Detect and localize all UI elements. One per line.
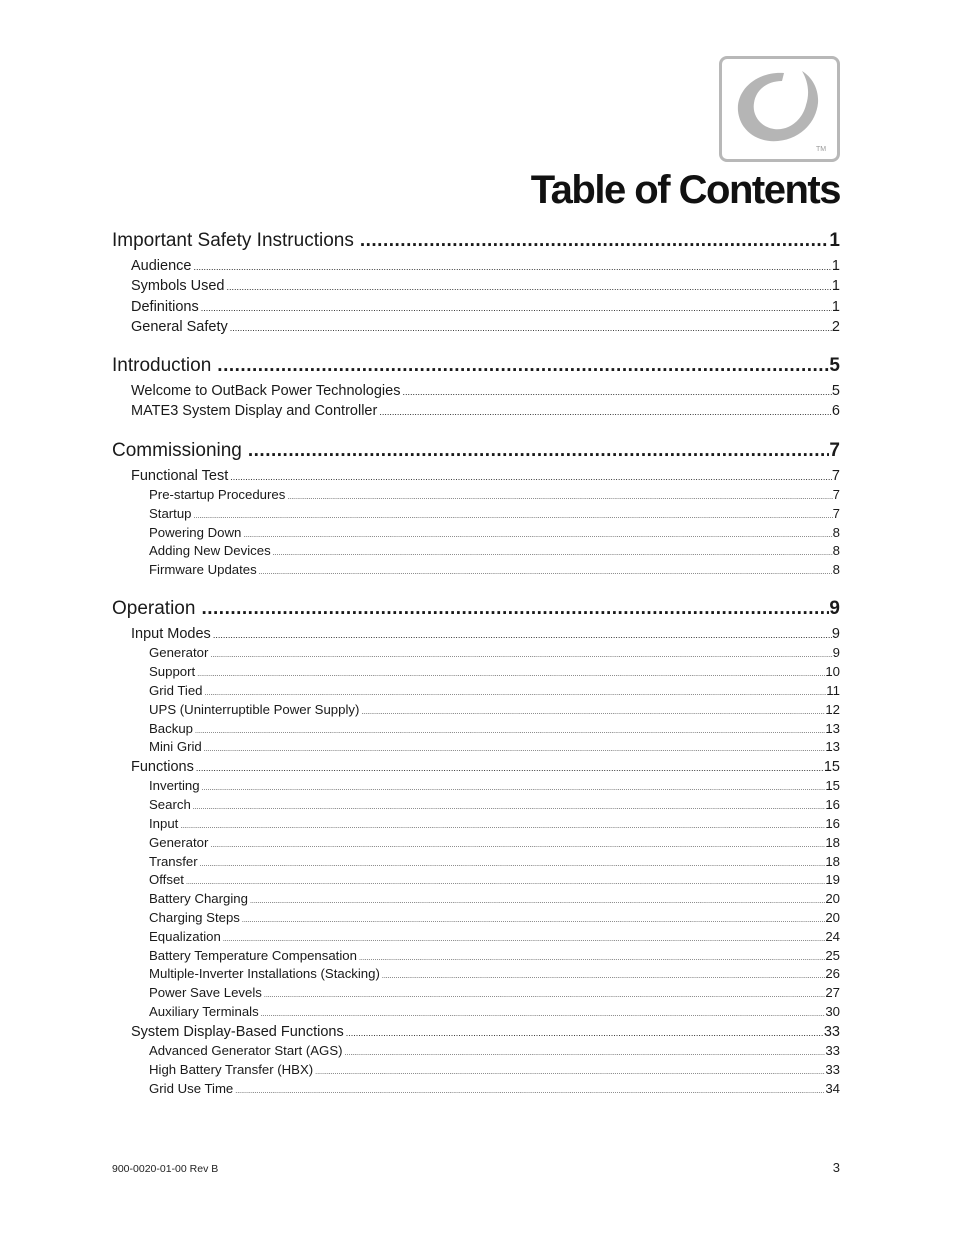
- dot-leader: [191, 799, 826, 815]
- toc-entry-page: 16: [825, 816, 840, 832]
- toc-entry-page: 33: [825, 1061, 840, 1077]
- dot-leader: [178, 818, 825, 834]
- toc-subsection-entry[interactable]: [112, 1061, 840, 1080]
- toc-entry-page: 30: [825, 1004, 840, 1019]
- toc-entry-page: 15: [823, 759, 840, 776]
- toc-subsection-entry[interactable]: [112, 777, 840, 796]
- toc-entry-title: Important Safety Instructions: [112, 230, 354, 251]
- toc-subsection-entry[interactable]: [112, 909, 840, 928]
- toc-entry-title: Input Modes: [131, 626, 211, 643]
- dot-leader: [208, 647, 832, 663]
- toc-entry-page: 24: [825, 928, 840, 944]
- toc-entry-page: 33: [825, 1043, 840, 1059]
- dot-leader: [285, 489, 832, 505]
- section-gap: [112, 337, 840, 345]
- toc-entry-page: 20: [825, 891, 840, 907]
- dot-leader: [233, 1083, 825, 1099]
- toc-subsection-entry[interactable]: [112, 1003, 840, 1022]
- table-of-contents: [112, 226, 840, 1098]
- dot-leader: [228, 467, 832, 486]
- dot-leader: [221, 931, 825, 947]
- trademark-mark: TM: [816, 146, 827, 153]
- toc-entry-page: 27: [825, 985, 840, 1001]
- dot-leader: [184, 874, 825, 890]
- toc-entry-title: Generator: [149, 834, 209, 850]
- toc-entry-page: 15: [825, 778, 840, 794]
- section-gap: [112, 422, 840, 430]
- dot-leader: [343, 1045, 826, 1061]
- toc-entry-title: Advanced Generator Start (AGS): [149, 1043, 343, 1059]
- toc-entry-title: Powering Down: [149, 524, 242, 540]
- dot-leader: [208, 837, 825, 853]
- toc-entry-page: 1: [831, 258, 840, 274]
- dot-leader: [380, 968, 825, 984]
- company-logo: [719, 56, 840, 162]
- toc-entry-page: 33: [823, 1023, 840, 1040]
- toc-entry-page: 8: [832, 543, 840, 559]
- toc-subsection-entry[interactable]: [112, 505, 840, 524]
- toc-entry-page: 7: [829, 439, 840, 461]
- toc-chapter-entry[interactable]: [112, 594, 840, 624]
- dot-leader: [400, 382, 831, 401]
- dot-leader: [211, 625, 832, 644]
- toc-entry-page: 2: [831, 318, 840, 335]
- toc-entry-page: 5: [831, 383, 840, 400]
- toc-subsection-entry[interactable]: [112, 853, 840, 872]
- dot-leader: [211, 351, 829, 381]
- dot-leader: [202, 741, 826, 757]
- dot-leader: [241, 527, 832, 543]
- toc-section-entry[interactable]: [112, 256, 840, 276]
- toc-entry-page: 10: [825, 664, 840, 680]
- toc-entry-title: Introduction: [112, 355, 212, 377]
- toc-section-entry[interactable]: [112, 624, 840, 644]
- toc-entry-title: High Battery Transfer (HBX): [149, 1061, 314, 1077]
- toc-entry-title: Offset: [149, 872, 184, 888]
- toc-entry-title: General Safety: [131, 318, 228, 335]
- toc-entry-title: Startup: [149, 505, 192, 521]
- toc-entry-title: Generator: [149, 645, 209, 661]
- toc-entry-title: Definitions: [131, 298, 199, 315]
- toc-entry-title: Firmware Updates: [149, 562, 257, 578]
- toc-entry-title: Audience: [131, 258, 192, 274]
- toc-entry-page: 18: [825, 834, 840, 850]
- toc-section-entry[interactable]: [112, 466, 840, 486]
- toc-subsection-entry[interactable]: [112, 947, 840, 966]
- dot-leader: [271, 545, 833, 561]
- toc-subsection-entry[interactable]: [112, 738, 840, 757]
- dot-leader: [259, 1006, 826, 1022]
- page-number: 3: [832, 1160, 840, 1175]
- toc-entry-title: Mini Grid: [149, 739, 202, 755]
- toc-section-entry[interactable]: [112, 757, 840, 777]
- toc-entry-title: Power Save Levels: [149, 985, 262, 1001]
- toc-entry-title: Search: [149, 797, 191, 813]
- toc-subsection-entry[interactable]: [112, 815, 840, 834]
- toc-subsection-entry[interactable]: [112, 663, 840, 682]
- toc-entry-title: Functional Test: [131, 467, 229, 484]
- dot-leader: [199, 298, 832, 317]
- dot-leader: [313, 1064, 825, 1080]
- dot-leader: [193, 723, 825, 739]
- toc-subsection-entry[interactable]: [112, 834, 840, 853]
- toc-entry-page: 13: [825, 720, 840, 736]
- toc-entry-title: Equalization: [149, 928, 221, 944]
- toc-entry-title: Commissioning: [112, 439, 242, 461]
- dot-leader: [240, 912, 825, 928]
- toc-entry-page: 8: [832, 562, 840, 578]
- toc-subsection-entry[interactable]: [112, 486, 840, 505]
- toc-subsection-entry[interactable]: [112, 796, 840, 815]
- toc-entry-page: 20: [825, 910, 840, 926]
- toc-subsection-entry[interactable]: [112, 561, 840, 580]
- toc-entry-page: 8: [832, 524, 840, 540]
- toc-section-entry[interactable]: [112, 381, 840, 401]
- dot-leader: [344, 1023, 824, 1042]
- toc-entry-page: 7: [832, 505, 840, 521]
- toc-entry-page: 12: [825, 701, 840, 717]
- dot-leader: [228, 318, 832, 337]
- toc-entry-page: 34: [825, 1080, 840, 1096]
- toc-subsection-entry[interactable]: [112, 928, 840, 947]
- toc-entry-title: Support: [149, 664, 196, 680]
- toc-entry-title: Operation: [112, 598, 196, 620]
- toc-entry-page: 11: [826, 682, 840, 698]
- toc-entry-title: Functions: [131, 759, 194, 776]
- dot-leader: [194, 758, 824, 777]
- toc-section-entry[interactable]: [112, 317, 840, 337]
- toc-chapter-entry[interactable]: [112, 351, 840, 381]
- toc-entry-page: 7: [832, 487, 840, 503]
- dot-leader: [195, 666, 825, 682]
- toc-entry-page: 9: [832, 645, 840, 661]
- toc-entry-title: Inverting: [149, 778, 200, 794]
- dot-leader: [377, 402, 832, 421]
- dot-leader: [198, 856, 826, 872]
- dot-leader: [242, 436, 830, 466]
- document-number: 900-0020-01-00 Rev B: [112, 1163, 219, 1175]
- toc-entry-title: Input: [149, 816, 179, 832]
- toc-entry-page: 6: [831, 403, 840, 420]
- toc-entry-page: 1: [831, 298, 840, 315]
- toc-entry-title: Pre-startup Procedures: [149, 487, 286, 503]
- dot-leader: [195, 594, 829, 624]
- toc-entry-page: 1: [831, 278, 840, 295]
- toc-subsection-entry[interactable]: [112, 542, 840, 561]
- toc-entry-page: 13: [825, 739, 840, 755]
- toc-section-entry[interactable]: [112, 401, 840, 421]
- toc-entry-title: UPS (Uninterruptible Power Supply): [149, 701, 360, 717]
- toc-section-entry[interactable]: [112, 297, 840, 317]
- toc-subsection-entry[interactable]: [112, 701, 840, 720]
- toc-entry-title: Auxiliary Terminals: [149, 1004, 259, 1019]
- toc-section-entry[interactable]: [112, 276, 840, 296]
- toc-entry-title: MATE3 System Display and Controller: [131, 403, 378, 420]
- toc-subsection-entry[interactable]: [112, 682, 840, 701]
- toc-subsection-entry[interactable]: [112, 1080, 840, 1099]
- dot-leader: [354, 226, 830, 256]
- dot-leader: [262, 987, 825, 1003]
- dot-leader: [224, 277, 831, 296]
- toc-entry-title: Multiple-Inverter Installations (Stacking): [149, 966, 380, 982]
- dot-leader: [203, 685, 827, 701]
- toc-entry-title: Charging Steps: [149, 910, 240, 926]
- toc-subsection-entry[interactable]: [112, 984, 840, 1003]
- dot-leader: [200, 780, 826, 796]
- toc-subsection-entry[interactable]: [112, 720, 840, 739]
- toc-entry-page: 5: [829, 355, 840, 377]
- toc-section-entry[interactable]: [112, 1022, 840, 1042]
- toc-subsection-entry[interactable]: [112, 644, 840, 663]
- toc-subsection-entry[interactable]: [112, 890, 840, 909]
- toc-entry-page: 16: [825, 797, 840, 813]
- toc-entry-title: System Display-Based Functions: [131, 1023, 344, 1040]
- dot-leader: [191, 257, 831, 276]
- toc-entry-page: 18: [825, 853, 840, 869]
- toc-entry-title: Backup: [149, 720, 193, 736]
- dot-leader: [359, 704, 825, 720]
- toc-subsection-entry[interactable]: [112, 524, 840, 543]
- dot-leader: [248, 893, 825, 909]
- toc-entry-title: Grid Use Time: [149, 1080, 234, 1096]
- toc-entry-page: 26: [825, 966, 840, 982]
- toc-entry-page: 19: [825, 872, 840, 888]
- toc-chapter-entry[interactable]: [112, 436, 840, 466]
- section-gap: [112, 580, 840, 588]
- dot-leader: [192, 508, 833, 524]
- dot-leader: [257, 564, 833, 580]
- toc-entry-title: Battery Temperature Compensation: [149, 947, 357, 963]
- dot-leader: [357, 950, 825, 966]
- toc-entry-title: Welcome to OutBack Power Technologies: [131, 383, 401, 400]
- outback-swirl-icon: [722, 59, 837, 159]
- page-title: Table of Contents: [530, 168, 840, 212]
- toc-entry-title: Symbols Used: [131, 278, 225, 295]
- toc-subsection-entry[interactable]: [112, 871, 840, 890]
- toc-entry-title: Transfer: [149, 853, 198, 869]
- toc-subsection-entry[interactable]: [112, 1042, 840, 1061]
- toc-chapter-entry[interactable]: [112, 226, 840, 256]
- toc-entry-page: 9: [829, 598, 840, 620]
- toc-entry-page: 25: [825, 947, 840, 963]
- toc-entry-page: 9: [831, 626, 840, 643]
- toc-entry-title: Adding New Devices: [149, 543, 271, 559]
- toc-entry-title: Grid Tied: [149, 682, 203, 698]
- toc-entry-page: 7: [831, 467, 840, 484]
- toc-subsection-entry[interactable]: [112, 965, 840, 984]
- toc-entry-page: 1: [829, 230, 840, 251]
- toc-entry-title: Battery Charging: [149, 891, 248, 907]
